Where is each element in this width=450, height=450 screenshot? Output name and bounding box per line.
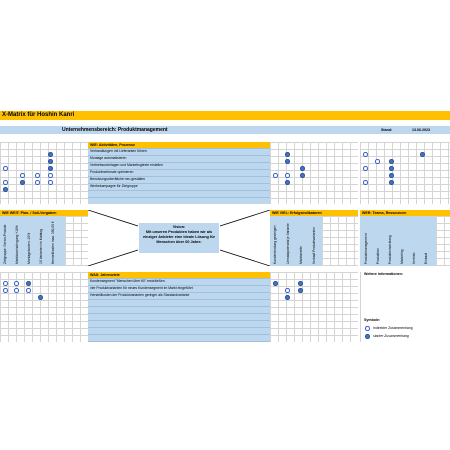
indirect-relation-dot bbox=[3, 281, 8, 286]
top-middle-right-grid bbox=[270, 142, 358, 204]
indirect-relation-dot bbox=[3, 180, 8, 185]
kpis-header: WIE VIEL: Erfolgsindikatoren bbox=[270, 210, 358, 216]
indirect-relation-dot bbox=[3, 288, 8, 293]
strong-relation-dot bbox=[389, 173, 394, 178]
indirect-relation-dot bbox=[35, 173, 40, 178]
teams-spare bbox=[436, 216, 450, 266]
activity-row: Benutzungsoberfläche neu gestalten bbox=[90, 177, 146, 181]
strong-relation-dot bbox=[300, 166, 305, 171]
legend-title: Symbole: bbox=[364, 318, 381, 322]
indirect-relation-dot bbox=[285, 288, 290, 293]
annual-goal-row: Kundensegment "Menschen über 60" erschließen bbox=[90, 279, 165, 283]
indirect-relation-dot bbox=[14, 281, 19, 286]
plan-goal-label: Zielgruppe: Senior-Produkt bbox=[3, 224, 7, 264]
indirect-relation-dot bbox=[35, 180, 40, 185]
kpis-panel bbox=[270, 216, 322, 266]
strong-relation-dot bbox=[285, 152, 290, 157]
activities-header: WIE: Aktivitäten, Prozesse bbox=[88, 142, 270, 148]
plan-goal-label: 15 Varianten im Katalog bbox=[39, 229, 43, 264]
plan-goals-header: WIE WEIT: Plan- / Soll-Vorgaben bbox=[0, 210, 88, 216]
indirect-relation-dot bbox=[14, 288, 19, 293]
strong-relation-dot bbox=[298, 281, 303, 286]
strong-relation-dot bbox=[26, 281, 31, 286]
strong-relation-dot bbox=[3, 187, 8, 192]
date-label: Stand: bbox=[381, 128, 393, 132]
indirect-relation-dot bbox=[363, 152, 368, 157]
indirect-relation-dot bbox=[285, 173, 290, 178]
vision-label: Vision: bbox=[172, 225, 186, 229]
strong-relation-dot bbox=[285, 180, 290, 185]
indirect-relation-dot bbox=[273, 173, 278, 178]
strong-relation-dot bbox=[298, 288, 303, 293]
indirect-relation-dot bbox=[26, 288, 31, 293]
activity-row: Vertriebsunterlagen und Marketingtexte erstellen bbox=[90, 163, 163, 167]
team-label: Produktentwicklung bbox=[388, 235, 392, 264]
strong-relation-dot bbox=[300, 173, 305, 178]
diagonal-line bbox=[220, 210, 270, 226]
plan-goals-panel bbox=[0, 216, 65, 266]
business-area-label: Unternehmensbereich: Produktmanagement bbox=[62, 127, 168, 133]
strong-relation-dot bbox=[389, 159, 394, 164]
team-label: Produktion bbox=[376, 248, 380, 264]
strong-relation-dot bbox=[48, 166, 53, 171]
top-left-grid bbox=[0, 142, 88, 204]
legend-open-label: Indirekter Zusammenhang bbox=[373, 325, 413, 330]
activity-row: Montage automatisieren bbox=[90, 156, 127, 160]
kpi-label: Verkauf Produktvarianten bbox=[312, 226, 316, 264]
indirect-relation-dot bbox=[363, 166, 368, 171]
teams-panel bbox=[360, 216, 436, 266]
strong-relation-dot bbox=[38, 295, 43, 300]
teams-header: WER: Teams, Ressourcen bbox=[360, 210, 450, 216]
team-label: Einkauf bbox=[424, 253, 428, 264]
diagonal-line bbox=[88, 210, 138, 226]
diagonal-line bbox=[220, 250, 270, 266]
plan-goal-label: Montagekosten -10% bbox=[27, 232, 31, 264]
team-label: Vertrieb bbox=[412, 252, 416, 264]
plan-goal-label: Herstellkosten max. 350,00 € bbox=[51, 221, 55, 264]
strong-relation-dot bbox=[285, 159, 290, 164]
strong-relation-dot bbox=[48, 152, 53, 157]
team-label: Produktmanagement bbox=[364, 233, 368, 264]
strong-relation-dot bbox=[389, 166, 394, 171]
date-value: 13.06.2023 bbox=[412, 128, 430, 132]
activity-row: Werbekampagne für Zielgruppe bbox=[90, 184, 138, 188]
activities-panel bbox=[88, 148, 270, 204]
strong-relation-dot bbox=[285, 295, 290, 300]
business-area-bar bbox=[0, 126, 450, 134]
activity-row: Produktmerkmale optimieren bbox=[90, 170, 134, 174]
bottom-middle-right-grid bbox=[270, 272, 358, 342]
kpi-label: Kundenbindung gesteigert bbox=[273, 225, 277, 264]
indirect-relation-dot bbox=[363, 180, 368, 185]
plan-goal-label: Marktdurchdringung +18% bbox=[15, 225, 19, 264]
indirect-relation-dot bbox=[3, 166, 8, 171]
annual-goal-row: vier Produktvarianten für neues Kundensegment im Markt eingeführt bbox=[90, 286, 193, 290]
strong-relation-dot bbox=[389, 180, 394, 185]
further-info-label: Weitere Informationen: bbox=[364, 272, 404, 276]
plan-goals-spare bbox=[65, 216, 88, 266]
strong-relation-dot bbox=[20, 180, 25, 185]
legend-filled-circle-icon bbox=[365, 334, 370, 339]
indirect-relation-dot bbox=[48, 173, 53, 178]
kpi-label: Umsatzpotenzial je Variante bbox=[286, 223, 290, 264]
annual-goal-row: Herstellkosten der Produktvarianten geringer als Standardvariante bbox=[90, 293, 190, 297]
indirect-relation-dot bbox=[48, 180, 53, 185]
diagonal-line bbox=[88, 250, 138, 266]
team-label: Marketing bbox=[400, 249, 404, 264]
annual-goals-panel bbox=[88, 278, 270, 342]
indirect-relation-dot bbox=[20, 173, 25, 178]
top-right-grid bbox=[360, 142, 450, 204]
strong-relation-dot bbox=[48, 159, 53, 164]
legend-filled-label: starker Zusammenhang bbox=[373, 333, 409, 338]
indirect-relation-dot bbox=[375, 159, 380, 164]
kpi-label: Marktanteile bbox=[299, 246, 303, 264]
further-info-panel bbox=[360, 272, 450, 342]
kpis-spare bbox=[322, 216, 358, 266]
matrix-title: X-Matrix für Hoshin Kanri bbox=[0, 111, 450, 120]
vision-box bbox=[138, 222, 220, 254]
legend-open-circle-icon bbox=[365, 326, 370, 331]
annual-goals-header: WAS: Jahresziele bbox=[88, 272, 270, 278]
activity-row: Verhandlungen mit Lieferanten führen bbox=[90, 149, 147, 153]
strong-relation-dot bbox=[273, 281, 278, 286]
strong-relation-dot bbox=[420, 152, 425, 157]
vision-text: Mit unseren Produkten haben wir als einziger Anbieter eine ideale Lösung für Menschen über 60 Jahre. bbox=[142, 230, 215, 244]
